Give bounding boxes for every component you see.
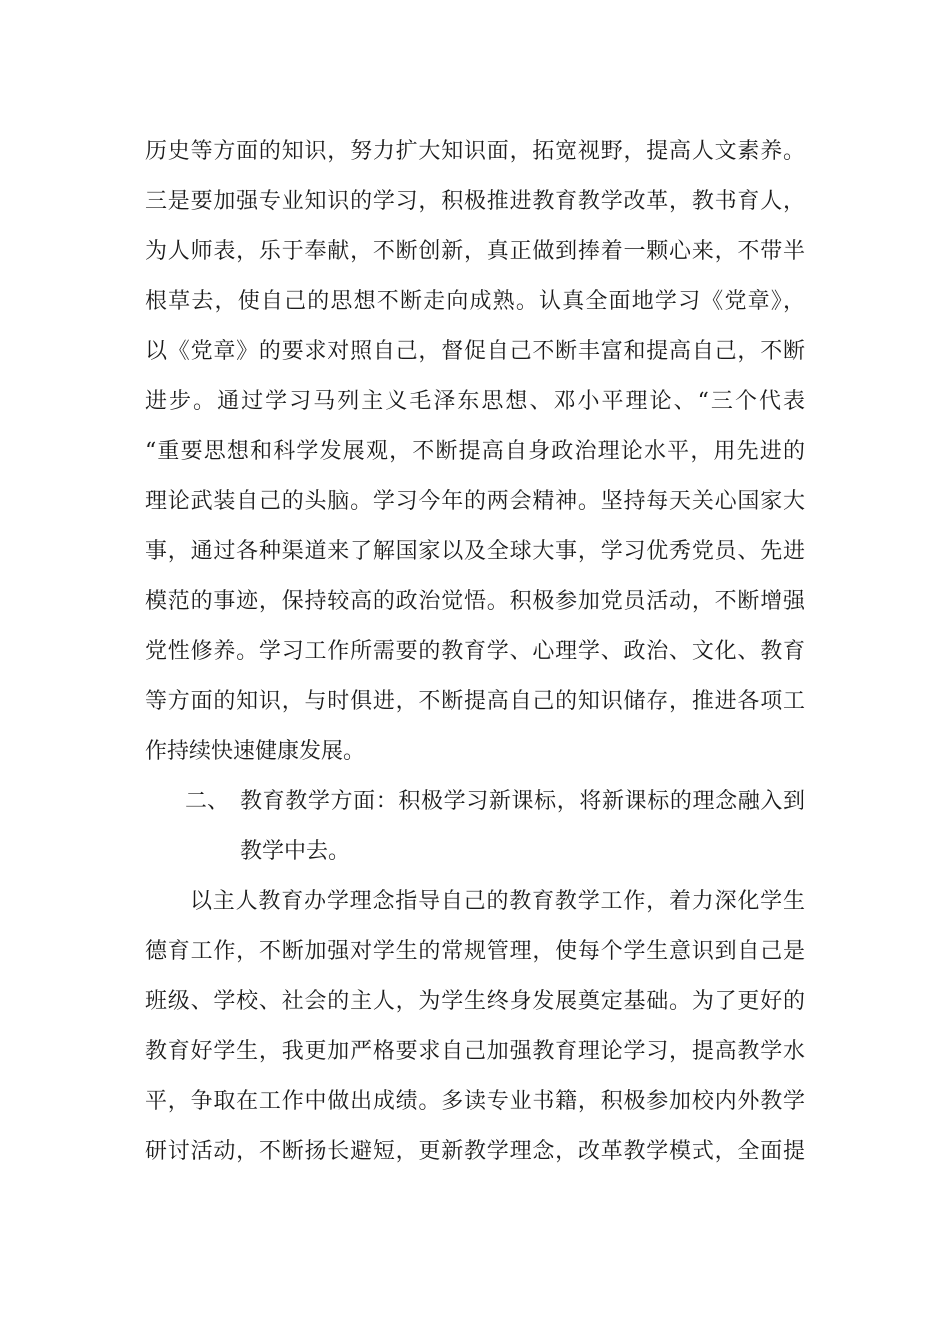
paragraph-line: 等方面的知识，与时俱进，不断提高自己的知识储存，推进各项工: [145, 689, 805, 714]
paragraph-line: 教育好学生，我更加严格要求自己加强教育理论学习，提高教学水: [145, 1039, 805, 1064]
paragraph-line: 模范的事迹，保持较高的政治觉悟。积极参加党员活动，不断增强: [145, 589, 805, 614]
paragraph-line: 研讨活动，不断扬长避短，更新教学理念，改革教学模式，全面提: [145, 1139, 805, 1164]
paragraph-line: 进步。通过学习马列主义毛泽东思想、邓小平理论、“三个代表: [145, 389, 805, 414]
paragraph-line: 根草去，使自己的思想不断走向成熟。认真全面地学习《党章》，: [145, 289, 805, 314]
paragraph-first-line: 以主人教育办学理念指导自己的教育教学工作，着力深化学生: [190, 889, 805, 914]
paragraph-line: 德育工作，不断加强对学生的常规管理，使每个学生意识到自己是: [145, 939, 805, 964]
paragraph-line: 班级、学校、社会的主人，为学生终身发展奠定基础。为了更好的: [145, 989, 805, 1014]
paragraph-line: 三是要加强专业知识的学习，积极推进教育教学改革，教书育人，: [145, 189, 805, 214]
paragraph-line: 历史等方面的知识，努力扩大知识面，拓宽视野，提高人文素养。: [145, 139, 805, 164]
section-number: 二、: [185, 789, 230, 814]
paragraph-line: 作持续快速健康发展。: [145, 739, 366, 764]
paragraph-line: 为人师表，乐于奉献，不断创新，真正做到捧着一颗心来，不带半: [145, 239, 805, 264]
section-heading-continued: 教学中去。: [240, 839, 351, 864]
paragraph-line: “重要思想和科学发展观，不断提高自身政治理论水平，用先进的: [145, 439, 805, 464]
paragraph-line: 事，通过各种渠道来了解国家以及全球大事，学习优秀党员、先进: [145, 539, 805, 564]
paragraph-line: 以《党章》的要求对照自己，督促自己不断丰富和提高自己，不断: [145, 339, 805, 364]
section-heading: 教育教学方面：积极学习新课标，将新课标的理念融入到: [240, 789, 805, 814]
paragraph-line: 党性修养。学习工作所需要的教育学、心理学、政治、文化、教育: [145, 639, 805, 664]
paragraph-line: 理论武装自己的头脑。学习今年的两会精神。坚持每天关心国家大: [145, 489, 805, 514]
paragraph-line: 平，争取在工作中做出成绩。多读专业书籍，积极参加校内外教学: [145, 1089, 805, 1114]
